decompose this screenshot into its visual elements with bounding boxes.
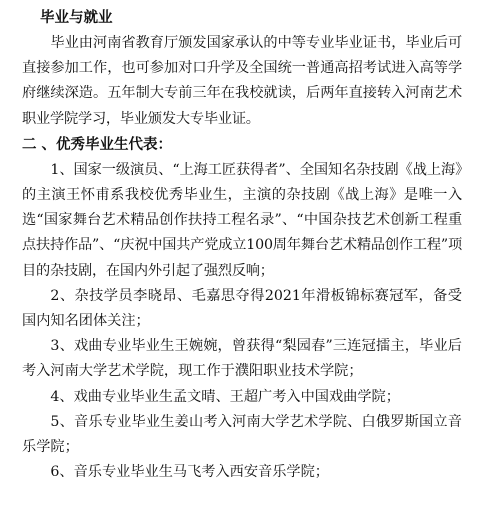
employment-heading: 毕业与就业 (40, 10, 113, 26)
employment-paragraph: 毕业由河南省教育厅颁发国家承认的中等专业毕业证书，毕业后可直接参加工作，也可参加对口升学及全国统一普通高招考试进入高等学府继续深造。五年制大专前三年在我校就读，后两年直接转入河南艺术职业学院学习，毕业颁发大专毕业证。 (22, 35, 462, 127)
alumni-item-4: 4、戏曲专业毕业生孟文晴、王超广考入中国戏曲学院； (50, 388, 400, 405)
alumni-item-5: 5、音乐专业毕业生姜山考入河南大学艺术学院、白俄罗斯国立音乐学院； (22, 413, 462, 456)
alumni-item-6: 6、音乐专业毕业生马飞考入西安音乐学院； (50, 464, 329, 481)
alumni-heading: 二 、优秀毕业生代表： (22, 136, 173, 153)
alumni-item-1: 1、国家一级演员、“上海工匠获得者”、全国知名杂技剧《战上海》的主演王怀甫系我校优秀毕业生，主演的杂技剧《战上海》是唯一入选“国家舞台艺术精品创作扶持工程名录”、“中国杂技艺术创新工程重点扶持作品”、“庆祝中国共产党成立100周年舞台艺术精品创作工程”项目的杂技剧，在国内外引起了强烈反响； (22, 161, 462, 279)
alumni-item-3: 3、戏曲专业毕业生王婉婉，曾获得“梨园春”三连冠擂主，毕业后考入河南大学艺术学院，现工作于濮阳职业技术学院； (22, 338, 462, 380)
alumni-item-2: 2、杂技学员李晓昂、毛嘉思夺得2021年滑板锦标赛冠军，备受国内知名团体关注； (22, 287, 462, 330)
